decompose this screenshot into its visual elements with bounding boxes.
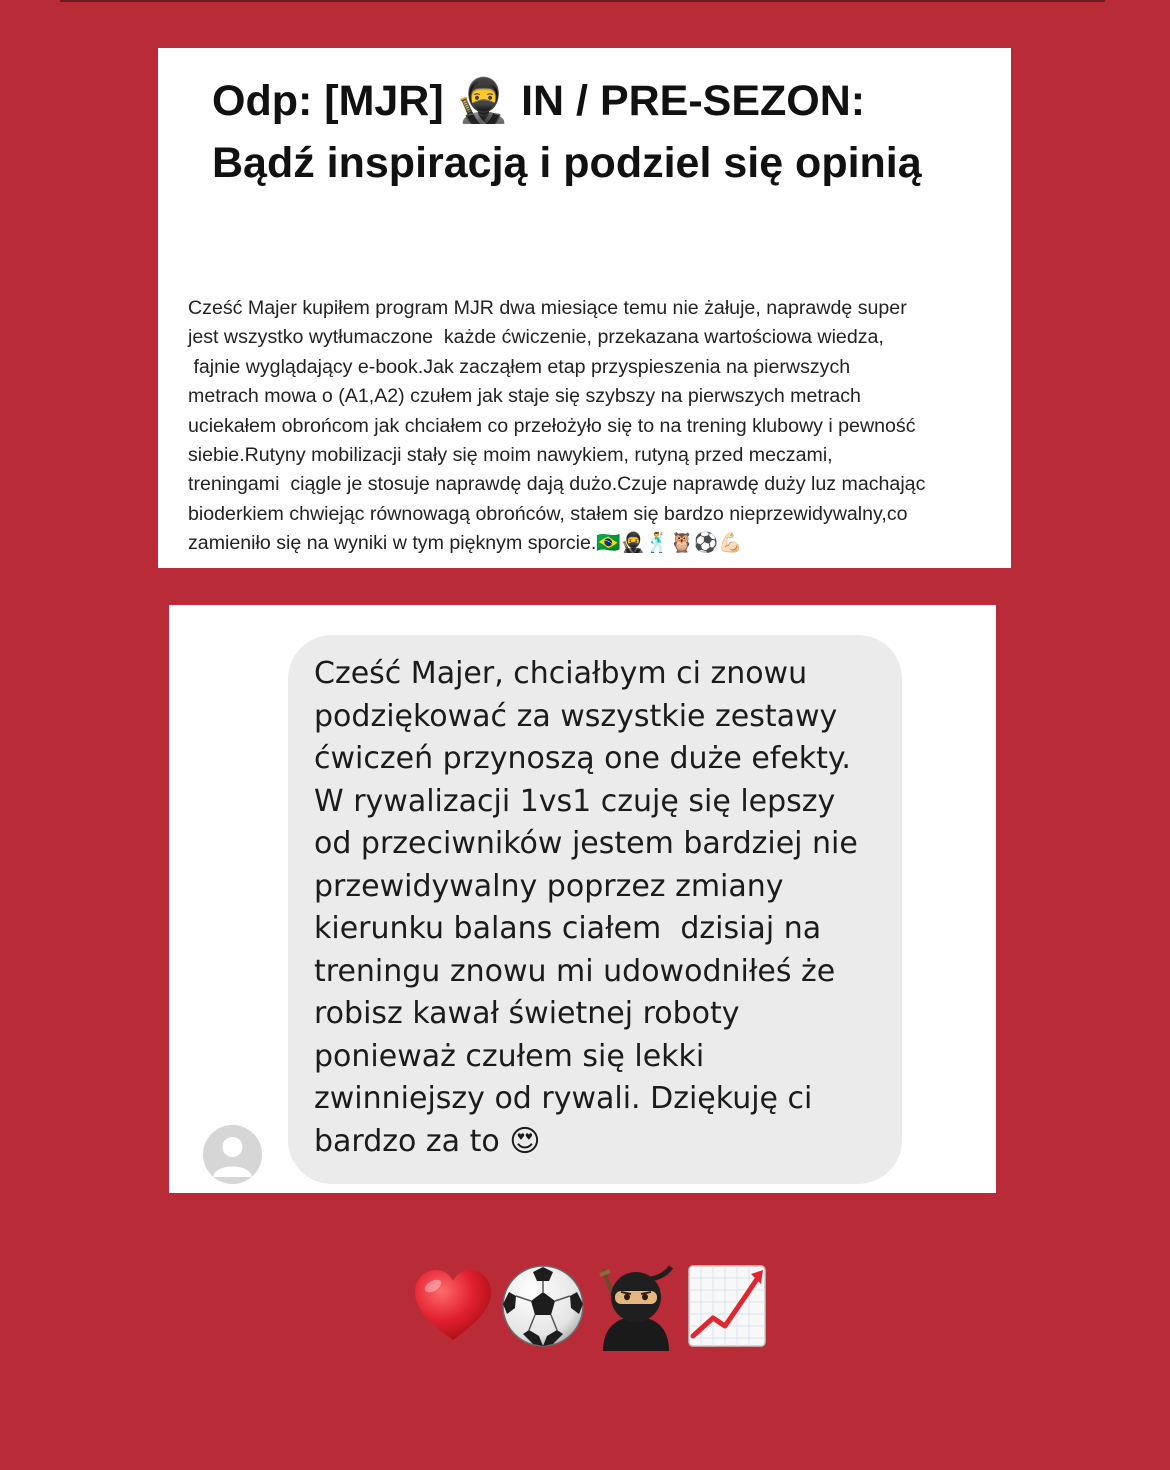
message-screenshot-card — [169, 605, 996, 1193]
default-user-avatar-icon[interactable] — [203, 1125, 262, 1184]
heart-icon — [411, 1264, 495, 1352]
message-text: Cześć Majer, chciałbym ci znowu podziękować za wszystkie zestawy ćwiczeń przynoszą one duże efekty. W rywalizacji 1vs1 czuję się lepszy od przeciwników jestem bardziej nie przewidywalny poprzez zmiany kierunku balans ciałem dzisiaj na treningu znowu mi udowodniłeś że robisz kawał świetnej roboty ponieważ czułem się lekki zwinniejszy od rywali. Dziękuję ci bardzo za to 😍 — [314, 656, 858, 1159]
footer-emoji-row — [380, 1258, 800, 1358]
soccer-ball-icon — [499, 1262, 587, 1354]
message-bubble[interactable] — [288, 635, 902, 1184]
forum-post-card — [158, 48, 1011, 568]
post-body: Cześć Majer kupiłem program MJR dwa miesiące temu nie żałuje, naprawdę super jest wszystko wytłumaczone każde ćwiczenie, przekazana wartościowa wiedza, fajnie wyglądający e-book.Jak zacząłem etap przyspieszenia na pierwszych metrach mowa o (A1,A2) czułem jak staje się szybszy na pierwszych metrach uciekałem obrońcom jak chciałem co przełożyło się to na trening klubowy i pewność siebie.Rutyny mobilizacji stały się moim nawykiem, rutyną przed meczami, treningami ciągle je stosuje naprawdę dają dużo.Czuje naprawdę duży luz machając bioderkiem chwiejąc równowagą obrońców, stałem się bardzo nieprzewidywalny,co zamieniło się na wyniki w tym pięknym sporcie.🇧🇷🥷🕺🦉⚽💪🏻 — [188, 297, 926, 555]
ninja-icon — [591, 1261, 681, 1355]
top-divider — [60, 0, 1105, 2]
post-title: Odp: [MJR] 🥷 IN / PRE-SEZON: Bądź inspiracją i podziel się opinią — [212, 77, 922, 187]
chart-increasing-icon — [685, 1262, 769, 1354]
